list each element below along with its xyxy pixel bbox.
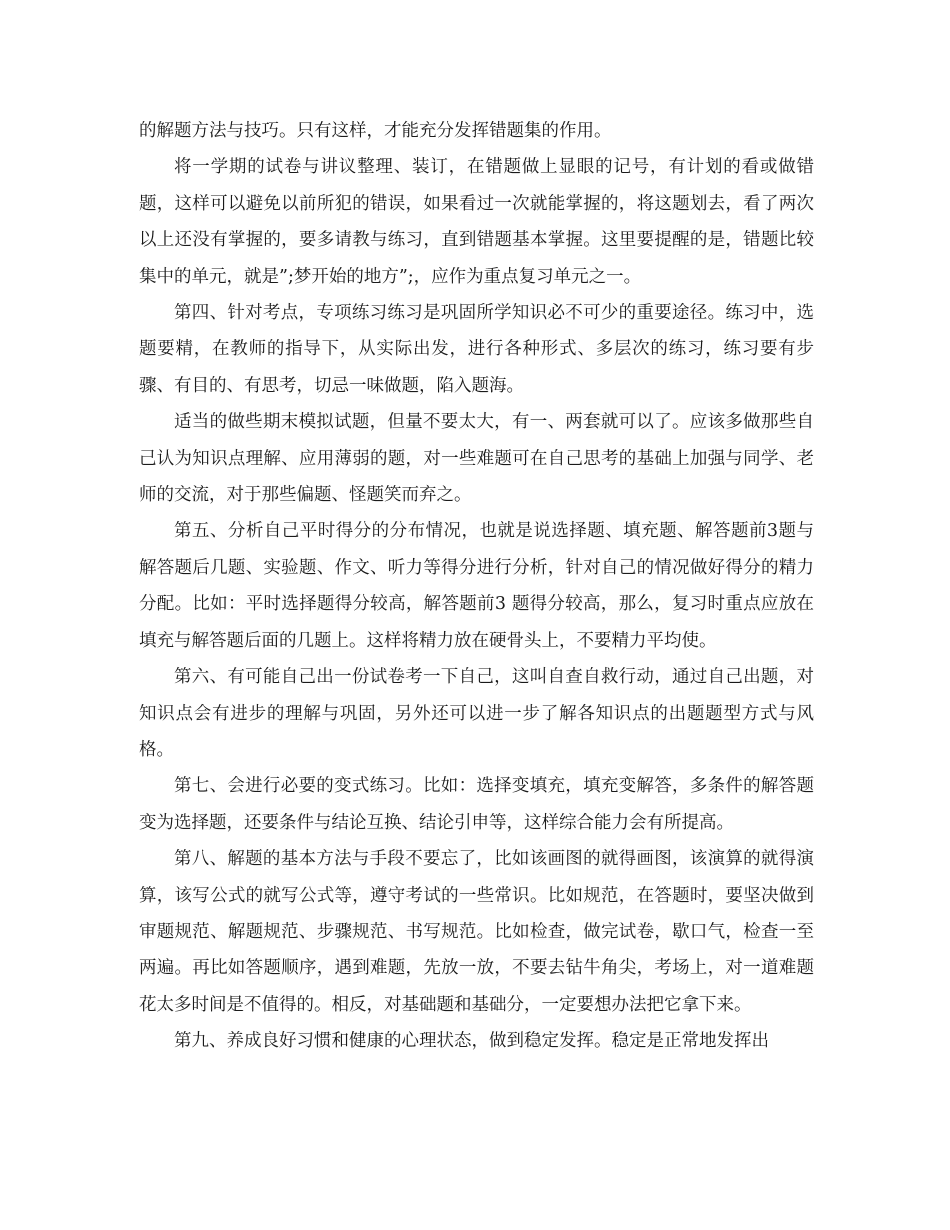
paragraph-continued: 的解题方法与技巧。只有这样，才能充分发挥错题集的作用。 <box>139 121 612 141</box>
paragraph-point-seven: 第七、会进行必要的变式练习。比如：选择变填充，填充变解答，多条件的解答题变为选择题，还要条件与结论互换、结论引申等，这样综合能力会有所提高。 <box>139 776 814 833</box>
paragraph-point-eight: 第八、解题的基本方法与手段不要忘了，比如该画图的就得画图，该演算的就得演算，该写公式的就写公式等，遵守考试的一些常识。比如规范，在答题时，要坚决做到审题规范、解题规范、步骤规范、书写规范。比如检查，做完试卷，歇口气，检查一至两遍。再比如答题顺序，遇到难题，先放一放，不要去钻牛角尖，考场上，对一道难题花太多时间是不值得的。相反，对基础题和基础分，一定要想办法把它拿下来。 <box>139 849 814 1015</box>
paragraph-review-mistakes: 将一学期的试卷与讲议整理、装订，在错题做上显眼的记号，有计划的看或做错题，这样可以避免以前所犯的错误，如果看过一次就能掌握的，将这题划去，看了两次以上还没有掌握的，要多请教与练习，直到错题基本掌握。这里要提醒的是，错题比较集中的单元，就是”;梦开始的地方”;，应作为重点复习单元之一。 <box>139 157 814 287</box>
paragraph-point-four: 第四、针对考点，专项练习练习是巩固所学知识必不可少的重要途径。练习中，选题要精，在教师的指导下，从实际出发，进行各种形式、多层次的练习，练习要有步骤、有目的、有思考，切忌一味做题，陷入题海。 <box>139 303 814 396</box>
document-body <box>139 113 814 1060</box>
paragraph-point-five: 第五、分析自己平时得分的分布情况，也就是说选择题、填充题、解答题前3题与解答题后几题、实验题、作文、听力等得分进行分析，针对自己的情况做好得分的精力分配。比如：平时选择题得分较高，解答题前3 题得分较高，那么，复习时重点应放在填充与解答题后面的几题上。这样将精力放在硬骨头上，不要精力平均使。 <box>139 521 814 651</box>
paragraph-mock-exams: 适当的做些期末模拟试题，但量不要太大，有一、两套就可以了。应该多做那些自己认为知识点理解、应用薄弱的题，对一些难题可在自己思考的基础上加强与同学、老师的交流，对于那些偏题、怪题笑而弃之。 <box>139 412 814 506</box>
paragraph-point-nine: 第九、养成良好习惯和健康的心理状态，做到稳定发挥。稳定是正常地发挥出 <box>174 1031 769 1052</box>
paragraph-point-six: 第六、有可能自己出一份试卷考一下自己，这叫自查自救行动，通过自己出题，对知识点会有进步的理解与巩固，另外还可以进一步了解各知识点的出题题型方式与风格。 <box>139 667 814 760</box>
